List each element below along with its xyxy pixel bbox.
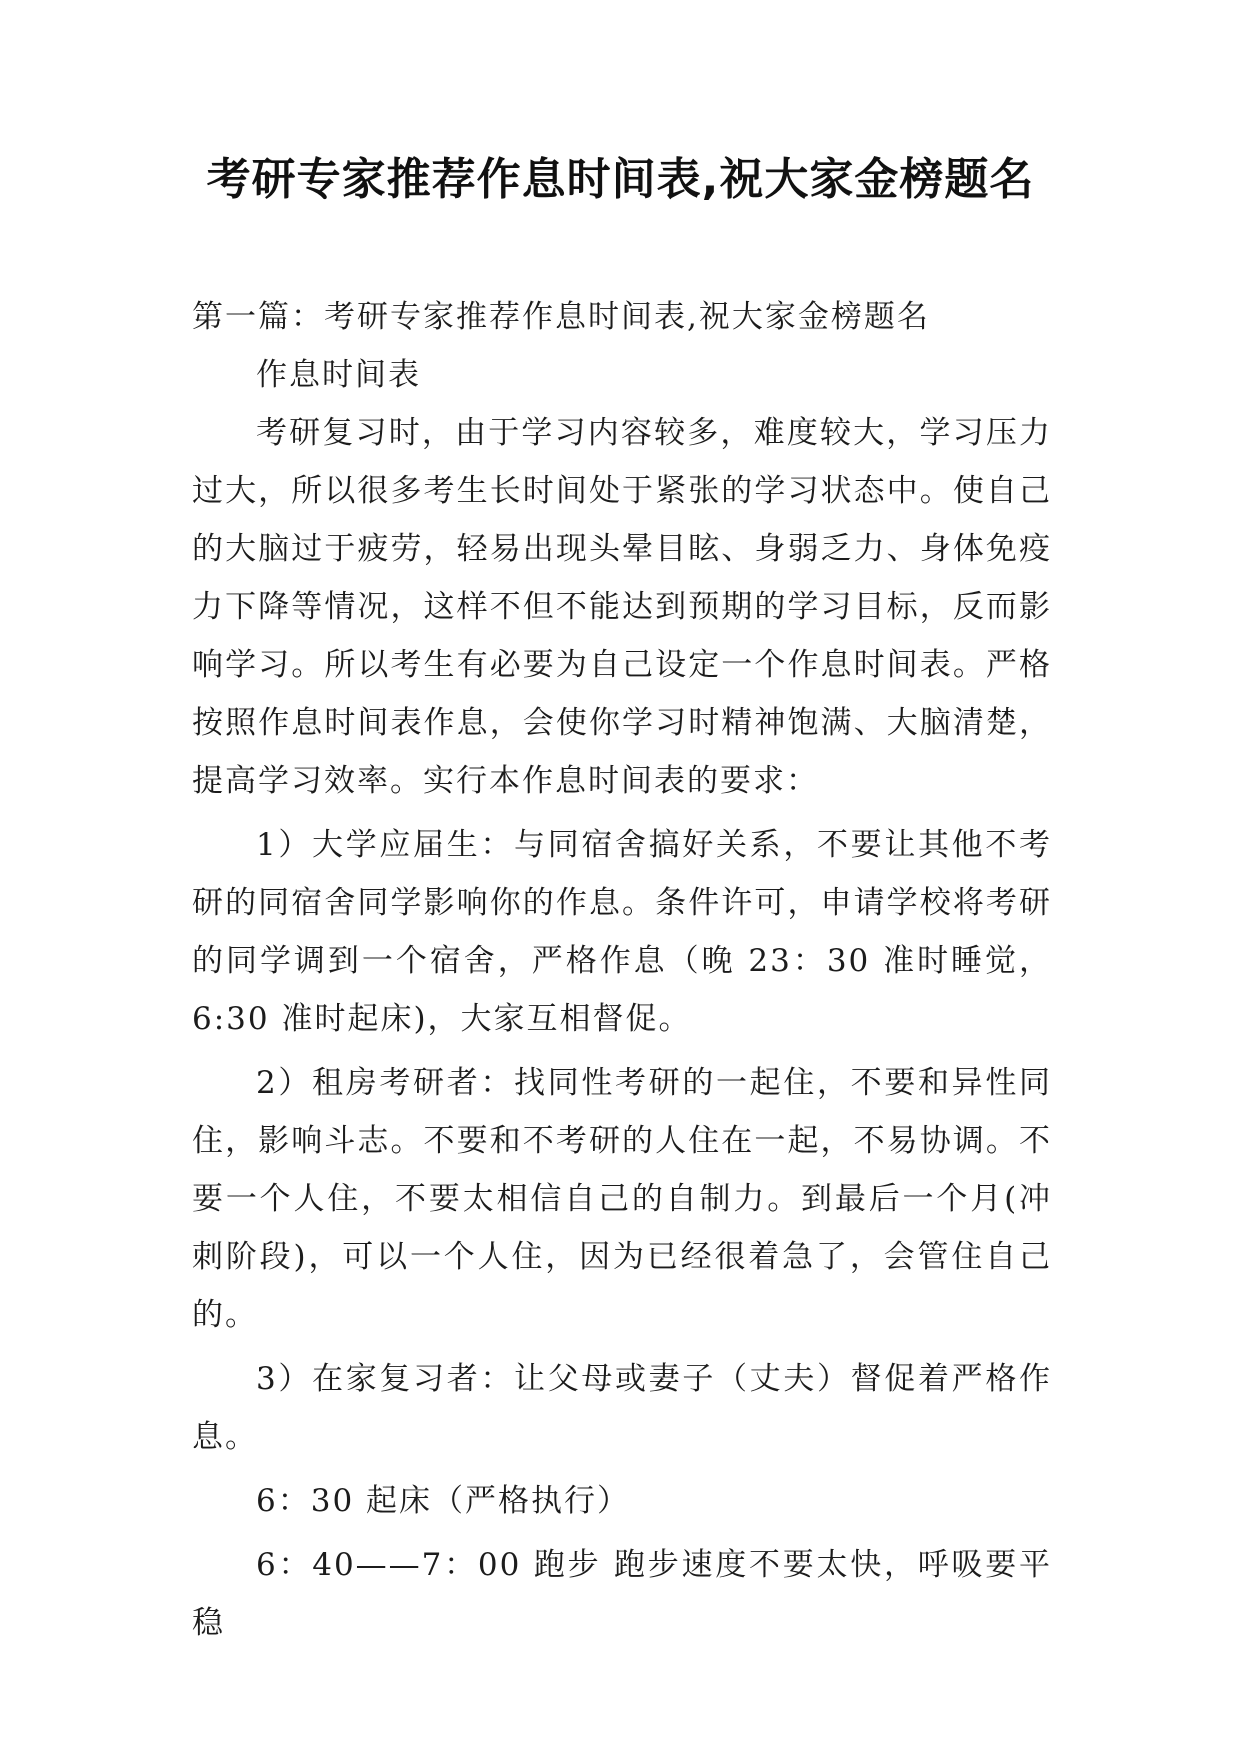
paragraph-item-3: 3）在家复习者：让父母或妻子（丈夫）督促着严格作息。 [192, 1361, 1052, 1455]
paragraph-item-1: 1）大学应届生：与同宿舍搞好关系，不要让其他不考研的同宿舍同学影响你的作息。条件许可，申请学校将考研的同学调到一个宿舍，严格作息（晚 23：30 准时睡觉，6:30 准时起床)，大家互相督促。 [192, 827, 1052, 1037]
chapter-heading: 第一篇：考研专家推荐作息时间表,祝大家金榜题名 [192, 299, 930, 335]
schedule-line-wake: 6：30 起床（严格执行） [256, 1483, 631, 1519]
schedule-line-run: 6：40——7：00 跑步 跑步速度不要太快，呼吸要平稳 [192, 1547, 1052, 1641]
section-title: 作息时间表 [256, 357, 421, 393]
paragraph-intro: 考研复习时，由于学习内容较多，难度较大，学习压力过大，所以很多考生长时间处于紧张的学习状态中。使自己的大脑过于疲劳，轻易出现头晕目眩、身弱乏力、身体免疫力下降等情况，这样不但不能达到预期的学习目标，反而影响学习。所以考生有必要为自己设定一个作息时间表。严格按照作息时间表作息，会使你学习时精神饱满、大脑清楚，提高学习效率。实行本作息时间表的要求： [192, 415, 1052, 799]
document-body [192, 288, 1052, 1652]
paragraph-item-2: 2）租房考研者：找同性考研的一起住，不要和异性同住，影响斗志。不要和不考研的人住在一起，不易协调。不要一个人住，不要太相信自己的自制力。到最后一个月(冲刺阶段)，可以一个人住，因为已经很着急了，会管住自己的。 [192, 1065, 1052, 1333]
document-title: 考研专家推荐作息时间表,祝大家金榜题名 [206, 154, 1035, 205]
